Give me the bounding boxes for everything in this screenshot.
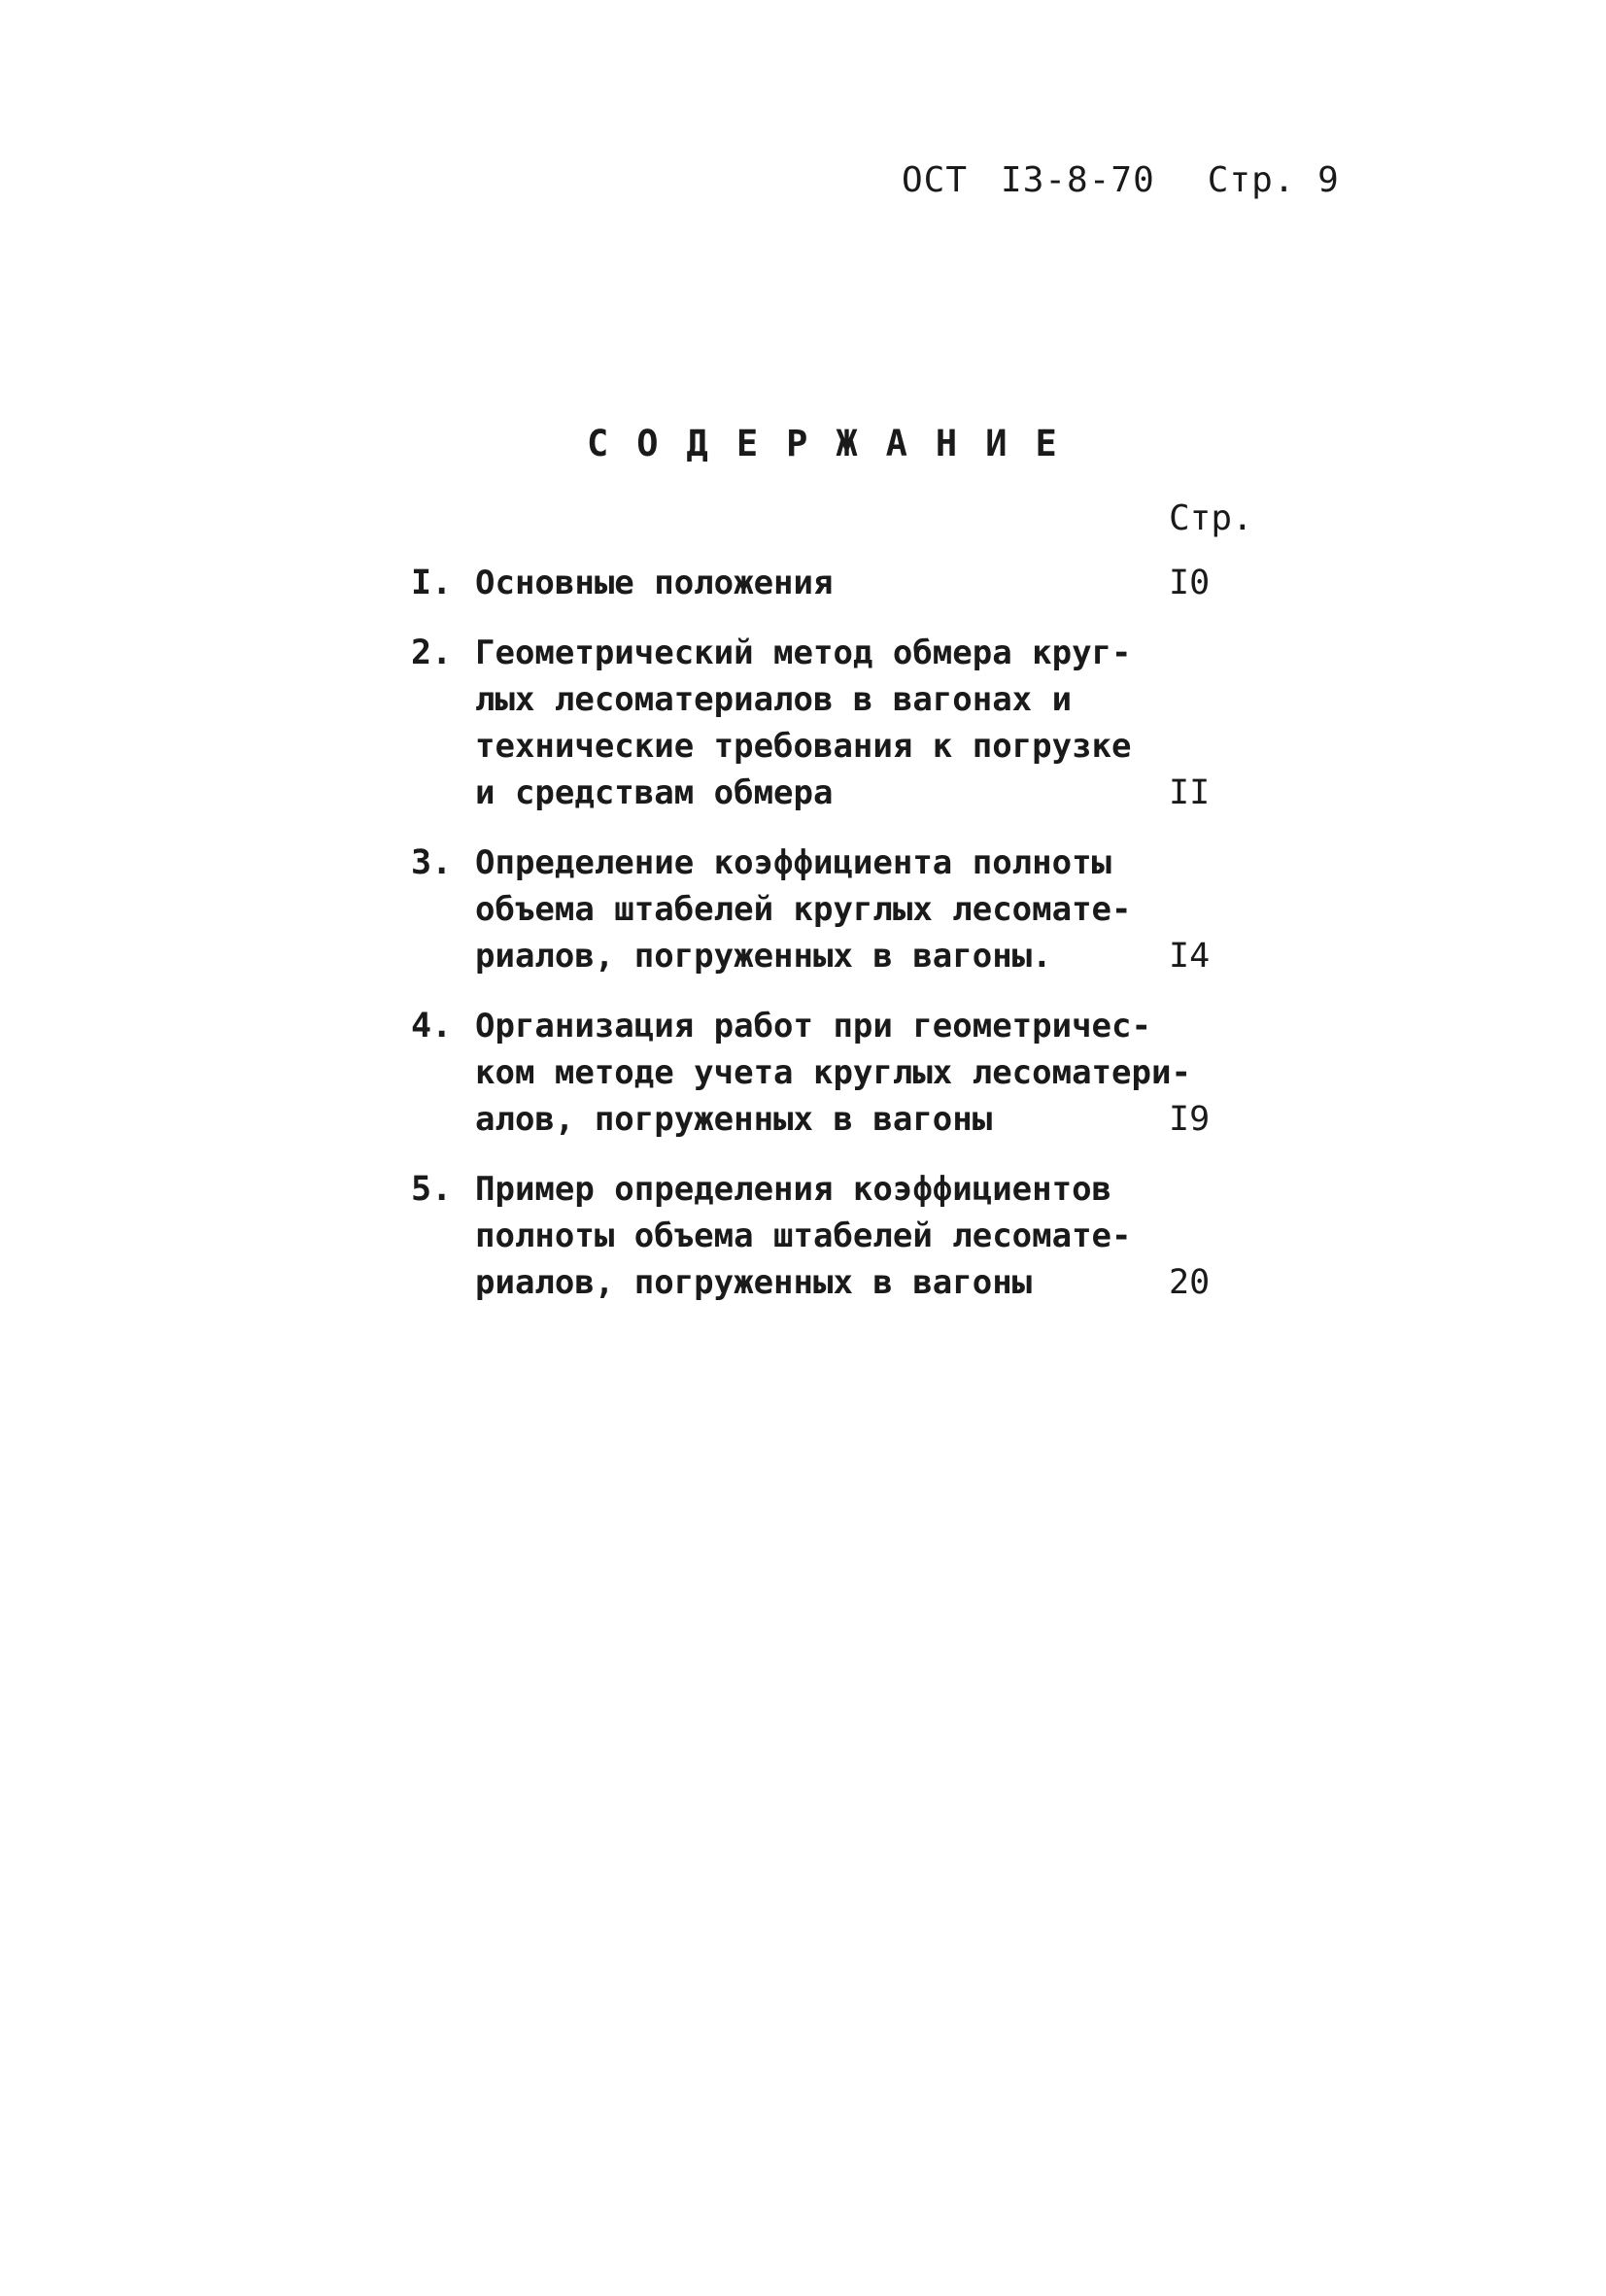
toc-entry-3	[411, 840, 1285, 979]
toc-entry-line: технические требования к погрузке	[475, 727, 1132, 766]
page-column-header: Стр.	[1169, 498, 1253, 538]
toc-entry-line: ком методе учета круглых лесоматери-	[475, 1053, 1191, 1092]
toc-entry-line: и средствам обмера	[475, 773, 834, 812]
toc-entry-line: полноты объема штабелей лесомате-	[475, 1217, 1132, 1255]
toc-entry-line: Определение коэффициента полноты	[475, 843, 1112, 882]
page-number-label: Стр. 9	[1207, 160, 1340, 200]
toc-entry-line: Геометрический метод обмера круг-	[475, 634, 1132, 672]
toc-entry-page: II	[1169, 773, 1211, 812]
toc-entry-4	[411, 1003, 1285, 1143]
toc-entry-line: риалов, погруженных в вагоны.	[475, 937, 1052, 976]
toc-entry-line: Организация работ при геометричес-	[475, 1007, 1151, 1045]
toc-entry-line: лых лесоматериалов в вагонах и	[475, 680, 1073, 719]
toc-entry-page: I0	[1169, 564, 1211, 602]
doc-code: I3-8-70	[1001, 160, 1155, 200]
toc-entry-page: I9	[1169, 1100, 1211, 1139]
toc-entry-5	[411, 1166, 1285, 1306]
toc-entry-number: 5.	[411, 1170, 453, 1209]
toc-entry-page: 20	[1169, 1263, 1211, 1302]
toc-entry-line: риалов, погруженных в вагоны	[475, 1263, 1033, 1302]
toc-entry-number: 3.	[411, 843, 453, 882]
toc-entry-line: алов, погруженных в вагоны	[475, 1100, 993, 1139]
table-of-contents	[411, 560, 1285, 1329]
toc-entry-number: 2.	[411, 634, 453, 672]
toc-entry-1	[411, 560, 1285, 606]
page-header	[902, 160, 1340, 200]
toc-entry-2	[411, 630, 1285, 816]
toc-entry-number: I.	[411, 564, 453, 602]
toc-entry-line: Основные положения	[475, 564, 834, 602]
toc-entry-page: I4	[1169, 937, 1211, 976]
page-title: СОДЕРЖАНИЕ	[587, 423, 1085, 464]
toc-entry-line: объема штабелей круглых лесомате-	[475, 890, 1132, 929]
doc-prefix: ОСТ	[902, 160, 969, 200]
toc-entry-number: 4.	[411, 1007, 453, 1045]
toc-entry-line: Пример определения коэффициентов	[475, 1170, 1112, 1209]
